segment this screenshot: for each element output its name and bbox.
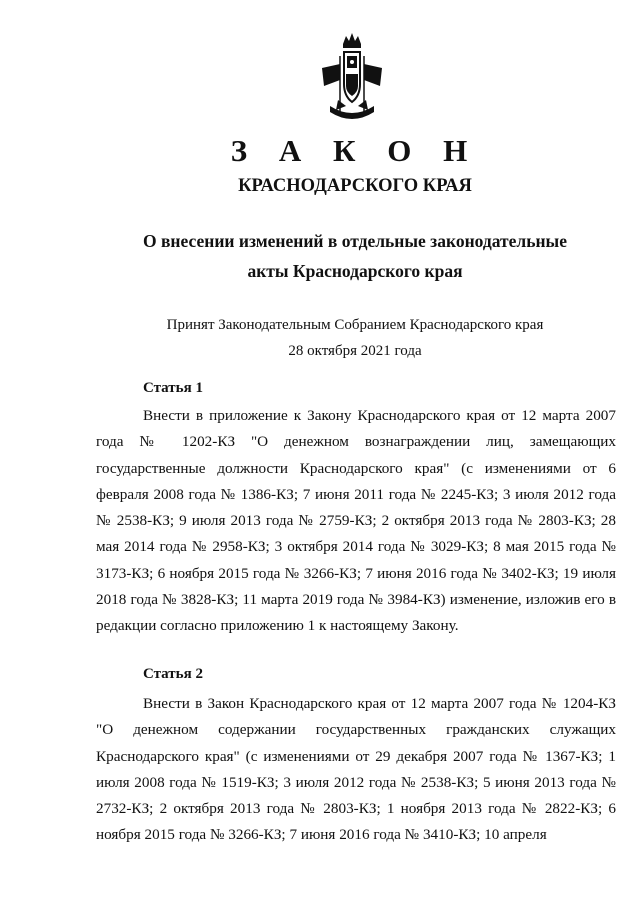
- adoption-info: [0, 312, 640, 364]
- adoption-line-1: Принят Законодательным Собранием Краснодарского края: [166, 317, 544, 333]
- article-2-paragraph: Внести в Закон Краснодарского края от 12 марта 2007 года № 1204-КЗ "О денежном содержании государственных гражданских служащих Краснодарского края" (с изменениями от 29 декабря 2007 года № 1367-КЗ; 1 июля 2008 года № 1519-КЗ; 3 июля 2012 года № 2538-КЗ; 5 июня 2013 года № 2732-КЗ; 2 октября 2013 года № 2803-КЗ; 1 ноября 2013 года № 2822-КЗ; 6 ноября 2015 года № 3266-КЗ; 7 июня 2016 года № 3410-КЗ; 10 апреля: [96, 695, 616, 844]
- adoption-date: 28 октября 2021 года: [288, 343, 422, 359]
- document-region: КРАСНОДАРСКОГО КРАЯ: [238, 176, 472, 196]
- article-1-paragraph: Внести в приложение к Закону Краснодарского края от 12 марта 2007 года № 1202-КЗ "О денежном вознаграждении лиц, замещающих государственные должности Краснодарского края" (с изменениями от 6 февраля 2008 года № 1386-КЗ; 7 июня 2011 года № 2245-КЗ; 3 июля 2012 года № 2538-КЗ; 9 июля 2013 года № 2759-КЗ; 2 октября 2013 года № 2803-КЗ; 28 мая 2014 года № 2958-КЗ; 3 октября 2014 года № 3029-КЗ; 8 мая 2015 года № 3173-КЗ; 6 ноября 2015 года № 3266-КЗ; 7 июня 2016 года № 3402-КЗ; 19 июля 2018 года № 3828-КЗ; 11 марта 2019 года № 3984-КЗ) изменение, изложив его в редакции согласно приложению 1 к настоящему Закону.: [96, 407, 616, 635]
- subject-line-2: акты Краснодарского края: [247, 261, 463, 281]
- document-title: З А К О Н: [230, 133, 480, 168]
- document-subject: [0, 226, 640, 286]
- article-1-text: [96, 403, 616, 640]
- article-1-heading: Статья 1: [143, 380, 203, 396]
- article-2-text: [96, 691, 616, 905]
- article-2-heading: Статья 2: [143, 666, 203, 682]
- subject-line-1: О внесении изменений в отдельные законодательные: [142, 231, 567, 251]
- coat-of-arms-icon: [316, 30, 388, 126]
